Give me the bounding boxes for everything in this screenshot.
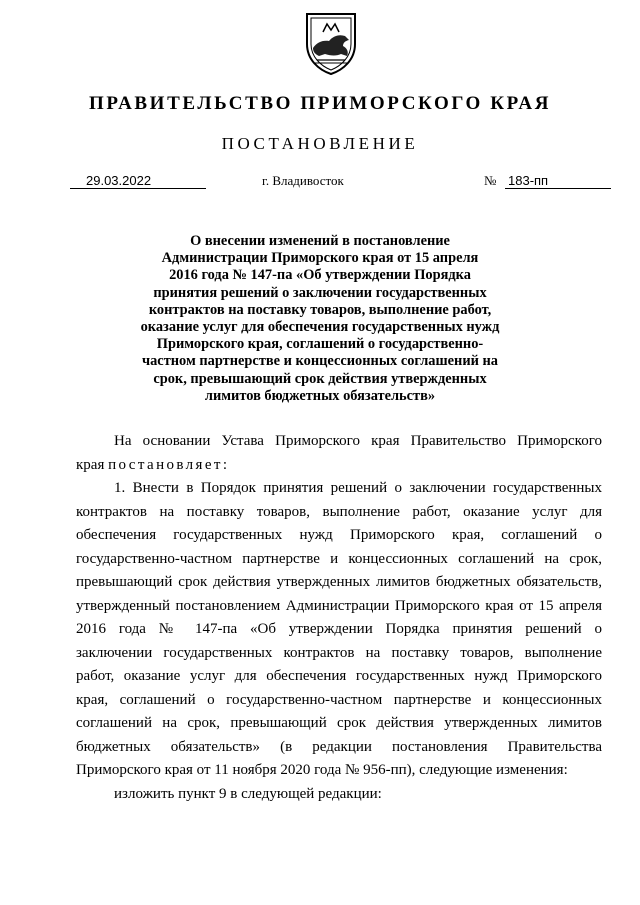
item1-line: края, соглашений о государственно-частном партнерстве и концессионных [76,691,602,708]
preamble-line [76,454,602,478]
title-line: частном партнерстве и концессионных соглашений на [142,353,498,370]
item1-line: соглашений на срок, превышающий срок действия утвержденных лимитов [76,715,602,731]
item1-line: заключении государственных контрактов на поставку товаров, выполнение [76,644,602,661]
item1-line: государственно-частном партнерстве и концессионных соглашений на срок, [76,550,602,567]
resolves-word: постановляет: [108,456,230,473]
document-meta-row [0,173,640,195]
title-line: принятия решений о заключении государственных [153,284,487,301]
item1-line: контрактов на поставку товаров, выполнение работ, оказание услуг для [76,503,602,520]
item1-line: 2016 года № 147-па «Об утверждении Порядка принятия решений о [76,621,602,637]
title-line: Администрации Приморского края от 15 апреля [161,250,479,267]
document-title [110,233,530,405]
document-number: 183-пп [505,173,611,189]
item1-line: Приморского края от 11 ноября 2020 года № 956-пп), следующие изменения: [76,762,568,778]
document-date: 29.03.2022 [70,173,206,189]
coat-of-arms-emblem [303,10,359,76]
document-body [76,430,602,806]
preamble-line: На основании Устава Приморского края Правительство Приморского [114,433,602,449]
title-line: 2016 года № 147-па «Об утверждении Порядка [169,267,471,284]
title-line: О внесении изменений в постановление [190,233,450,249]
document-type-heading: ПОСТАНОВЛЕНИЕ [221,134,419,153]
item1-line: обеспечения государственных нужд Приморского края, соглашений о [76,527,602,543]
title-line: срок, превышающий срок действия утвержденных [153,370,487,387]
preamble-word: края [76,456,105,473]
title-line: Приморского края, соглашений о государственно- [156,336,484,353]
item1-line: 1. Внести в Порядок принятия решений о заключении государственных [114,480,602,496]
document-city: г. Владивосток [262,173,344,188]
item1-line: работ, оказание услуг для обеспечения государственных нужд Приморского [76,668,602,684]
instruction-line: изложить пункт 9 в следующей редакции: [114,785,382,802]
title-line: контрактов на поставку товаров, выполнение работ, [148,301,492,318]
organization-heading: ПРАВИТЕЛЬСТВО ПРИМОРСКОГО КРАЯ [88,93,552,114]
item1-line: бюджетных обязательств» (в редакции постановления Правительства [76,738,602,755]
document-number-label: № [484,173,497,188]
item1-line: превышающий срок действия утвержденных лимитов бюджетных обязательств, [76,574,602,590]
title-line: оказание услуг для обеспечения государственных нужд [140,319,500,336]
item1-line: утвержденный постановлением Администрации Приморского края от 15 апреля [76,597,602,614]
title-line: лимитов бюджетных обязательств» [204,387,436,404]
